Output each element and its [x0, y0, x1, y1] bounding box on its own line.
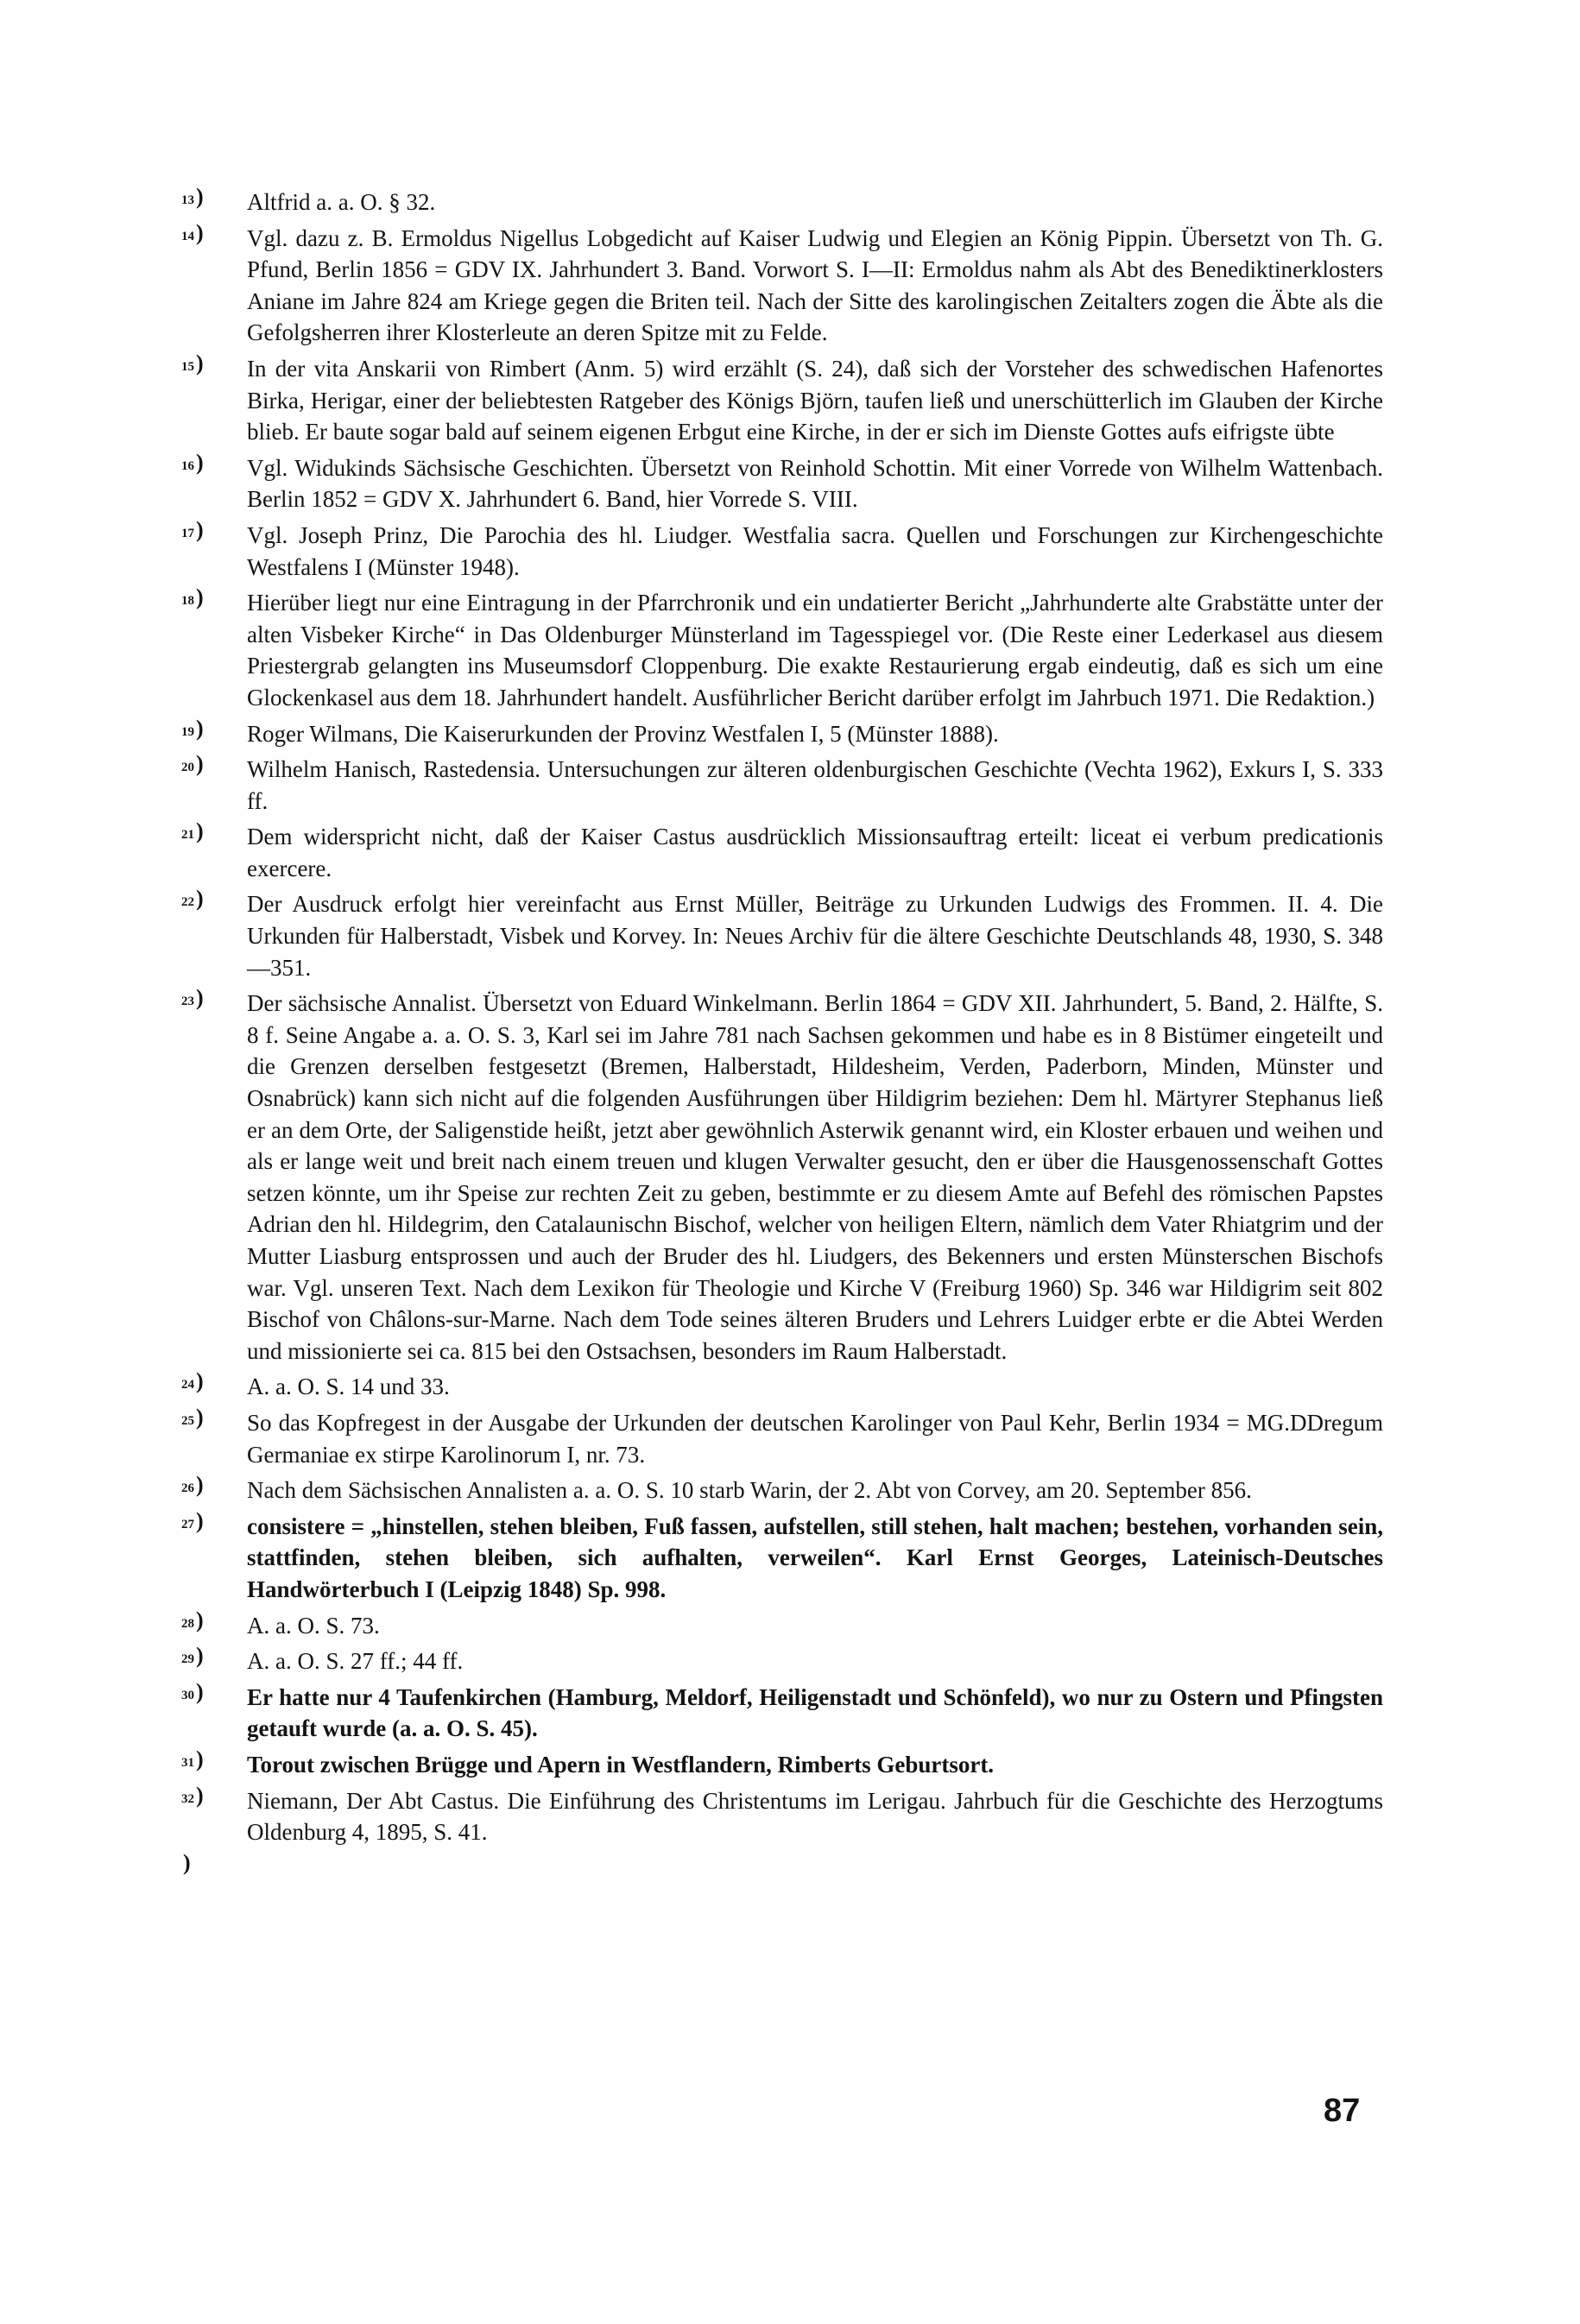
footnote-text: consistere = „hinstellen, stehen bleiben, Fuß fassen, aufstellen, still stehen, halt machen; bestehen, vorhanden sein, stattfinden, stehen bleiben, sich aufhalten, verweilen“. Karl Ernst Georges, Lateinisch-Deutsches Handwörterbuch I (Leipzig 1848) Sp. 998. [247, 1512, 1383, 1602]
footnote-text: Er hatte nur 4 Taufenkirchen (Hamburg, Meldorf, Heiligenstadt und Schönfeld), wo nur zu Ostern und Pfingsten getauft wurde (a. a. O. S. 45). [247, 1683, 1383, 1742]
footnote [181, 888, 1383, 983]
footnote [181, 1472, 1383, 1506]
footnote-text: A. a. O. S. 14 und 33. [247, 1374, 450, 1400]
footnote [181, 1404, 1383, 1470]
footnote-text: Altfrid a. a. O. § 32. [247, 189, 436, 215]
footnote-number: ) [183, 1849, 191, 1875]
footnote-number: 16) [181, 449, 204, 475]
footnote [181, 818, 1383, 884]
footnote-number: 13) [181, 184, 204, 209]
footnote-text: Vgl. Joseph Prinz, Die Parochia des hl. Liudger. Westfalia sacra. Quellen und Forschungen zur Kirchengeschichte Westfalens I (Münster 1948). [247, 521, 1383, 580]
footnotes-page [181, 186, 1383, 1880]
footnote [181, 350, 1383, 448]
footnote [181, 516, 1383, 583]
footnote-text: A. a. O. S. 73. [247, 1612, 380, 1639]
footnote [181, 715, 1383, 750]
footnote [181, 219, 1383, 349]
footnote-text: So das Kopfregest in der Ausgabe der Urkunden der deutschen Karolinger von Paul Kehr, Berlin 1934 = MG.DDregum Germaniae ex stirpe Karolinorum I, nr. 73. [247, 1409, 1383, 1468]
footnote-text: Roger Wilmans, Die Kaiserurkunden der Provinz Westfalen I, 5 (Münster 1888). [247, 720, 999, 747]
footnote-number: 26) [181, 1472, 204, 1498]
footnote-text: Wilhelm Hanisch, Rastedensia. Untersuchungen zur älteren oldenburgischen Geschichte (Vechta 1962), Exkurs I, S. 333 ff. [247, 756, 1383, 814]
footnote-number: 27) [181, 1507, 204, 1533]
footnote-number: 30) [181, 1678, 204, 1704]
footnote [181, 1507, 1383, 1606]
footnote-text: Der Ausdruck erfolgt hier vereinfacht aus Ernst Müller, Beiträge zu Urkunden Ludwigs des Frommen. II. 4. Die Urkunden für Halberstadt, Visbek und Korvey. In: Neues Archiv für die ältere Geschichte Deutschlands 48, 1930, S. 348—351. [247, 891, 1383, 981]
footnote-number: 17) [181, 516, 204, 542]
footnote-number: 22) [181, 886, 204, 912]
footnote-number: 28) [181, 1607, 204, 1632]
footnote-number: 23) [181, 985, 204, 1011]
footnote [181, 985, 1383, 1367]
footnote-text: Der sächsische Annalist. Übersetzt von Eduard Winkelmann. Berlin 1864 = GDV XII. Jahrhundert, 5. Band, 2. Hälfte, S. 8 f. Seine Angabe a. a. O. S. 3, Karl sei im Jahre 781 nach Sachsen gekommen und habe es in 8 Bistümer eingeteilt und die Grenzen derselben festgesetzt (Bremen, Halberstadt, Hildesheim, Verden, Paderborn, Minden, Münster und Osnabrück) kann sich nicht auf die folgenden Ausführungen über Hildigrim beziehen: Dem hl. Märtyrer Stephanus ließ er an dem Orte, der Saligenstide heißt, jetzt aber gewöhnlich Asterwik genannt wird, ein Kloster erbauen und weihen und als er lange weit und breit nach einem treuen und klugen Verwalter gesucht, den er über die Hausgenossenschaft Gottes setzen könnte, um ihr Speise zur rechten Zeit zu geben, bestimmte er zu diesem Amte auf Befehl des römischen Papstes Adrian den hl. Hildegrim, den Catalaunischn Bischof, welcher von heiligen Eltern, nämlich dem Vater Rhiatgrim und der Mutter Liasburg entsprossen und auch der Bruder des hl. Liudgers, des Bekenners und ersten Münsterschen Bischofs war. Vgl. unseren Text. Nach dem Lexikon für Theologie und Kirche V (Freiburg 1960) Sp. 346 war Hildigrim seit 802 Bischof von Châlons-sur-Marne. Nach dem Tode seines älteren Bruders und Lehrers Luidger erbte er die Abtei Werden und missionierte sei ca. 815 bei den Ostsachsen, besonders im Raum Halberstadt. [247, 990, 1383, 1364]
footnote-text: Vgl. Widukinds Sächsische Geschichten. Übersetzt von Reinhold Schottin. Mit einer Vorrede von Wilhelm Wattenbach. Berlin 1852 = GDV X. Jahrhundert 6. Band, hier Vorrede S. VIII. [247, 454, 1383, 513]
footnote-number: 24) [181, 1368, 204, 1394]
footnote-number: 25) [181, 1404, 204, 1430]
footnote-text: Nach dem Sächsischen Annalisten a. a. O. S. 10 starb Warin, der 2. Abt von Corvey, am 20. September 856. [247, 1477, 1252, 1504]
footnote [181, 186, 1383, 218]
footnote-text: Hierüber liegt nur eine Eintragung in der Pfarrchronik und ein undatierter Bericht „Jahrhunderte alte Grabstätte unter der alten Visbeker Kirche“ in Das Oldenburger Münsterland im Tagesspiegel vor. (Die Reste einer Lederkasel aus diesem Priestergrab gelangten ins Museumsdorf Cloppenburg. Die exakte Restaurierung ergab eindeutig, daß es sich um eine Glockenkasel aus dem 18. Jahrhundert handelt. Ausführlicher Bericht darüber erfolgt im Jahrbuch 1971. Die Redaktion.) [247, 590, 1383, 710]
footnote [181, 1782, 1383, 1848]
footnote-number: 29) [181, 1643, 204, 1669]
footnote-text: Torout zwischen Brügge und Apern in Westflandern, Rimberts Geburtsort. [247, 1751, 995, 1778]
footnote-text: In der vita Anskarii von Rimbert (Anm. 5) wird erzählt (S. 24), daß sich der Vorsteher des schwedischen Hafenortes Birka, Herigar, einer der beliebtesten Ratgeber des Königs Björn, taufen ließ und unerschütterlich im Glauben der Kirche blieb. Er baute sogar bald auf seinem eigenen Erbgut eine Kirche, in der er sich im Dienste Gottes aufs eifrigste übte [247, 355, 1383, 445]
footnote [181, 1678, 1383, 1745]
footnote [181, 449, 1383, 515]
footnote [181, 1849, 1383, 1876]
footnote-text: Dem widerspricht nicht, daß der Kaiser Castus ausdrücklich Missionsauftrag erteilt: liceat ei verbum predicationis exercere. [247, 824, 1383, 881]
footnote-number: 21) [181, 818, 204, 844]
footnote-text: Niemann, Der Abt Castus. Die Einführung des Christentums im Lerigau. Jahrbuch für die Geschichte des Herzogtums Oldenburg 4, 1895, S. 41. [247, 1787, 1383, 1846]
footnote-text: A. a. O. S. 27 ff.; 44 ff. [247, 1648, 464, 1675]
footnote-number: 15) [181, 350, 204, 376]
footnote [181, 751, 1383, 817]
footnote [181, 1607, 1383, 1642]
footnote-number: 20) [181, 751, 204, 777]
footnote-number: 32) [181, 1782, 204, 1808]
footnote-number: 14) [181, 219, 204, 245]
footnote-number: 19) [181, 715, 204, 741]
footnote [181, 1368, 1383, 1403]
footnote [181, 1645, 1383, 1677]
footnote-text: Vgl. dazu z. B. Ermoldus Nigellus Lobgedicht auf Kaiser Ludwig und Elegien an König Pippin. Übersetzt von Th. G. Pfund, Berlin 1856 = GDV IX. Jahrhundert 3. Band. Vorwort S. I—II: Ermoldus nahm als Abt des Benediktinerklosters Aniane im Jahre 824 am Kriege gegen die Briten teil. Nach der Sitte des karolingischen Zeitalters zogen die Äbte als die Gefolgsherren ihrer Klosterleute an deren Spitze mit zu Felde. [247, 224, 1383, 346]
footnote [181, 1746, 1383, 1781]
page-number: 87 [1324, 2093, 1361, 2129]
footnote-number: 31) [181, 1746, 204, 1771]
footnote [181, 584, 1383, 713]
footnote-number: 18) [181, 584, 204, 610]
